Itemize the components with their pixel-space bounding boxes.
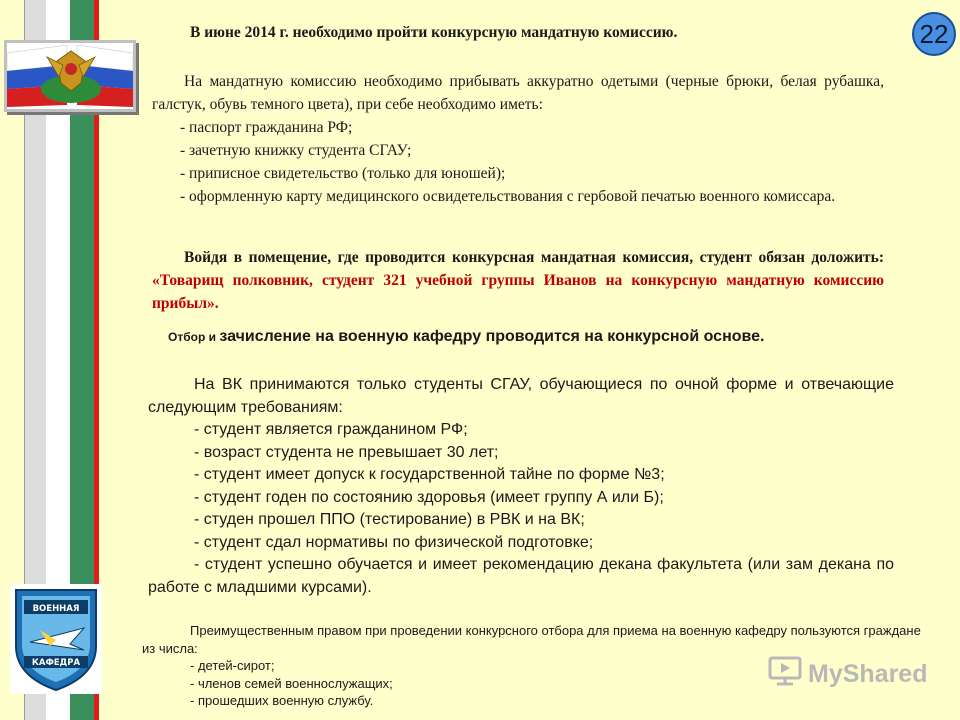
list-item: - студент имеет допуск к государственной тайне по форме №3;: [194, 466, 665, 483]
page-title: В июне 2014 г. необходимо пройти конкурсную мандатную комиссию.: [190, 24, 678, 41]
list-item: - детей-сирот;: [190, 658, 275, 673]
watermark-text: MyShared: [808, 660, 928, 688]
watermark: [768, 656, 927, 693]
list-item: - членов семей военнослужащих;: [190, 675, 393, 691]
flag-eagle-emblem-icon: [4, 40, 136, 112]
selection-requirements: [148, 374, 894, 599]
list-item: - возраст студента не превышает 30 лет;: [194, 443, 499, 461]
list-item: - зачетную книжку студента СГАУ;: [180, 142, 412, 159]
list-item: - студент годен по состоянию здоровья (имеет группу А или Б);: [194, 488, 664, 506]
report-prefix: Войдя в помещение, где проводится конкурсная мандатная комиссия, студент обязан доложить:: [184, 249, 884, 266]
list-item: - студент сдал нормативы по физической подготовке;: [194, 533, 594, 551]
military-department-shield-icon: [10, 584, 102, 694]
list-item: - прошедших военную службу.: [190, 693, 374, 708]
list-item: - приписное свидетельство (только для юношей);: [180, 165, 506, 182]
presentation-icon: [768, 656, 802, 693]
selection-heading: Отбор и зачисление на военную кафедру проводится на конкурсной основе.: [168, 328, 765, 345]
report-quote: «Товарищ полковник, студент 321 учебной группы Иванов на конкурсную мандатную комиссию прибыл».: [152, 272, 884, 312]
svg-text:ВОЕННАЯ: ВОЕННАЯ: [32, 604, 80, 614]
list-item: - студен прошел ППО (тестирование) в РВК и на ВК;: [194, 511, 585, 528]
svg-text:КАФЕДРА: КАФЕДРА: [31, 658, 81, 668]
report-instruction: [152, 246, 884, 315]
list-item: - студент является гражданином РФ;: [194, 421, 468, 438]
list-item: - паспорт гражданина РФ;: [180, 119, 353, 136]
commission-requirements: [152, 70, 884, 208]
priority-intro: Преимущественным правом при проведении конкурсного отбора для приема на военную кафедру пользуются граждане из числа:: [142, 623, 921, 656]
list-item: - студент успешно обучается и имеет рекомендацию декана факультета (или зам декана по работе с младшими курсами).: [148, 556, 894, 596]
page-number-badge: 22: [912, 12, 956, 56]
selection-intro: На ВК принимаются только студенты СГАУ, обучающиеся по очной форме и отвечающие следующим требованиям:: [148, 376, 894, 416]
commission-intro: На мандатную комиссию необходимо прибывать аккуратно одетыми (черные брюки, белая рубашка, галстук, обувь темного цвета), при себе необходимо иметь:: [152, 73, 884, 113]
list-item: - оформленную карту медицинского освидетельствования с гербовой печатью военного комиссара.: [180, 188, 836, 205]
